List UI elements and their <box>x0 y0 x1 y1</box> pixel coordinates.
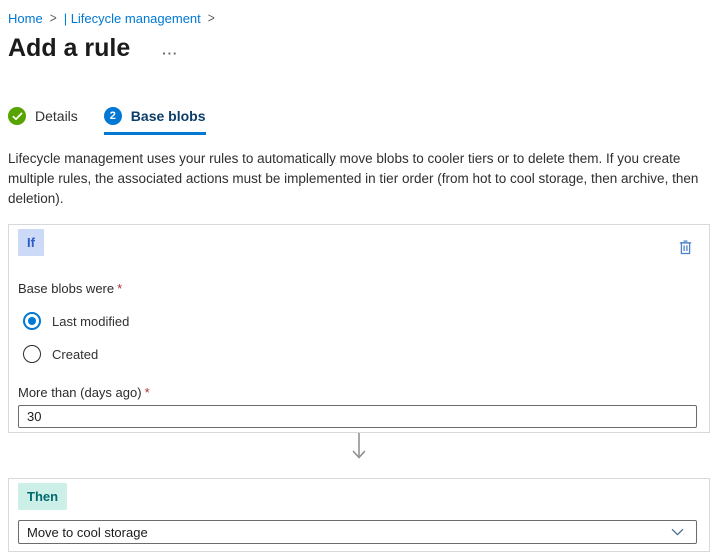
intro-text: Lifecycle management uses your rules to automatically move blobs to cooler tiers or to delete them. If you create multiple rules, the associated actions must be implemented in tier order (from hot to cool storage, then archive, then deletion). <box>8 151 699 206</box>
arrow-down-icon <box>351 433 367 463</box>
if-box-header <box>18 229 697 257</box>
days-ago-input[interactable] <box>18 405 697 428</box>
radio-created-label: Created <box>52 346 99 362</box>
radio-selected-icon <box>23 312 41 330</box>
more-than-days-label: More than (days ago) * <box>18 385 150 400</box>
then-box-header <box>18 483 697 510</box>
then-badge: Then <box>18 483 67 510</box>
tab-base-blobs[interactable] <box>104 107 206 135</box>
then-action-box <box>8 478 710 552</box>
tab-details-label: Details <box>35 108 78 124</box>
radio-last-modified[interactable] <box>23 312 697 330</box>
breadcrumb <box>8 10 710 26</box>
tab-details[interactable] <box>8 107 78 135</box>
action-dropdown[interactable] <box>18 520 697 544</box>
step-number-badge: 2 <box>104 107 122 125</box>
breadcrumb-separator: > <box>207 9 215 27</box>
if-condition-box <box>8 224 710 433</box>
title-row <box>8 34 710 63</box>
radio-created[interactable] <box>23 345 697 363</box>
required-marker: * <box>117 281 123 296</box>
breadcrumb-lifecycle-link[interactable]: | Lifecycle management <box>63 10 201 26</box>
wizard-steps <box>8 107 710 135</box>
trash-icon <box>678 239 693 255</box>
breadcrumb-separator: > <box>49 9 57 27</box>
page-title: Add a rule <box>8 34 131 62</box>
if-badge: If <box>18 229 44 256</box>
flow-connector <box>8 433 710 463</box>
radio-last-modified-label: Last modified <box>52 313 130 329</box>
delete-rule-button[interactable] <box>676 237 695 257</box>
action-dropdown-value: Move to cool storage <box>27 524 148 540</box>
step-complete-check-icon <box>8 107 26 125</box>
required-marker: * <box>144 385 150 400</box>
base-blobs-were-label: Base blobs were * <box>18 281 123 296</box>
tab-base-blobs-label: Base blobs <box>130 108 206 124</box>
radio-unselected-icon <box>23 345 41 363</box>
chevron-down-icon <box>671 528 684 536</box>
breadcrumb-home-link[interactable]: Home <box>8 10 43 26</box>
more-options-ellipsis-icon[interactable]: ··· <box>162 46 179 61</box>
